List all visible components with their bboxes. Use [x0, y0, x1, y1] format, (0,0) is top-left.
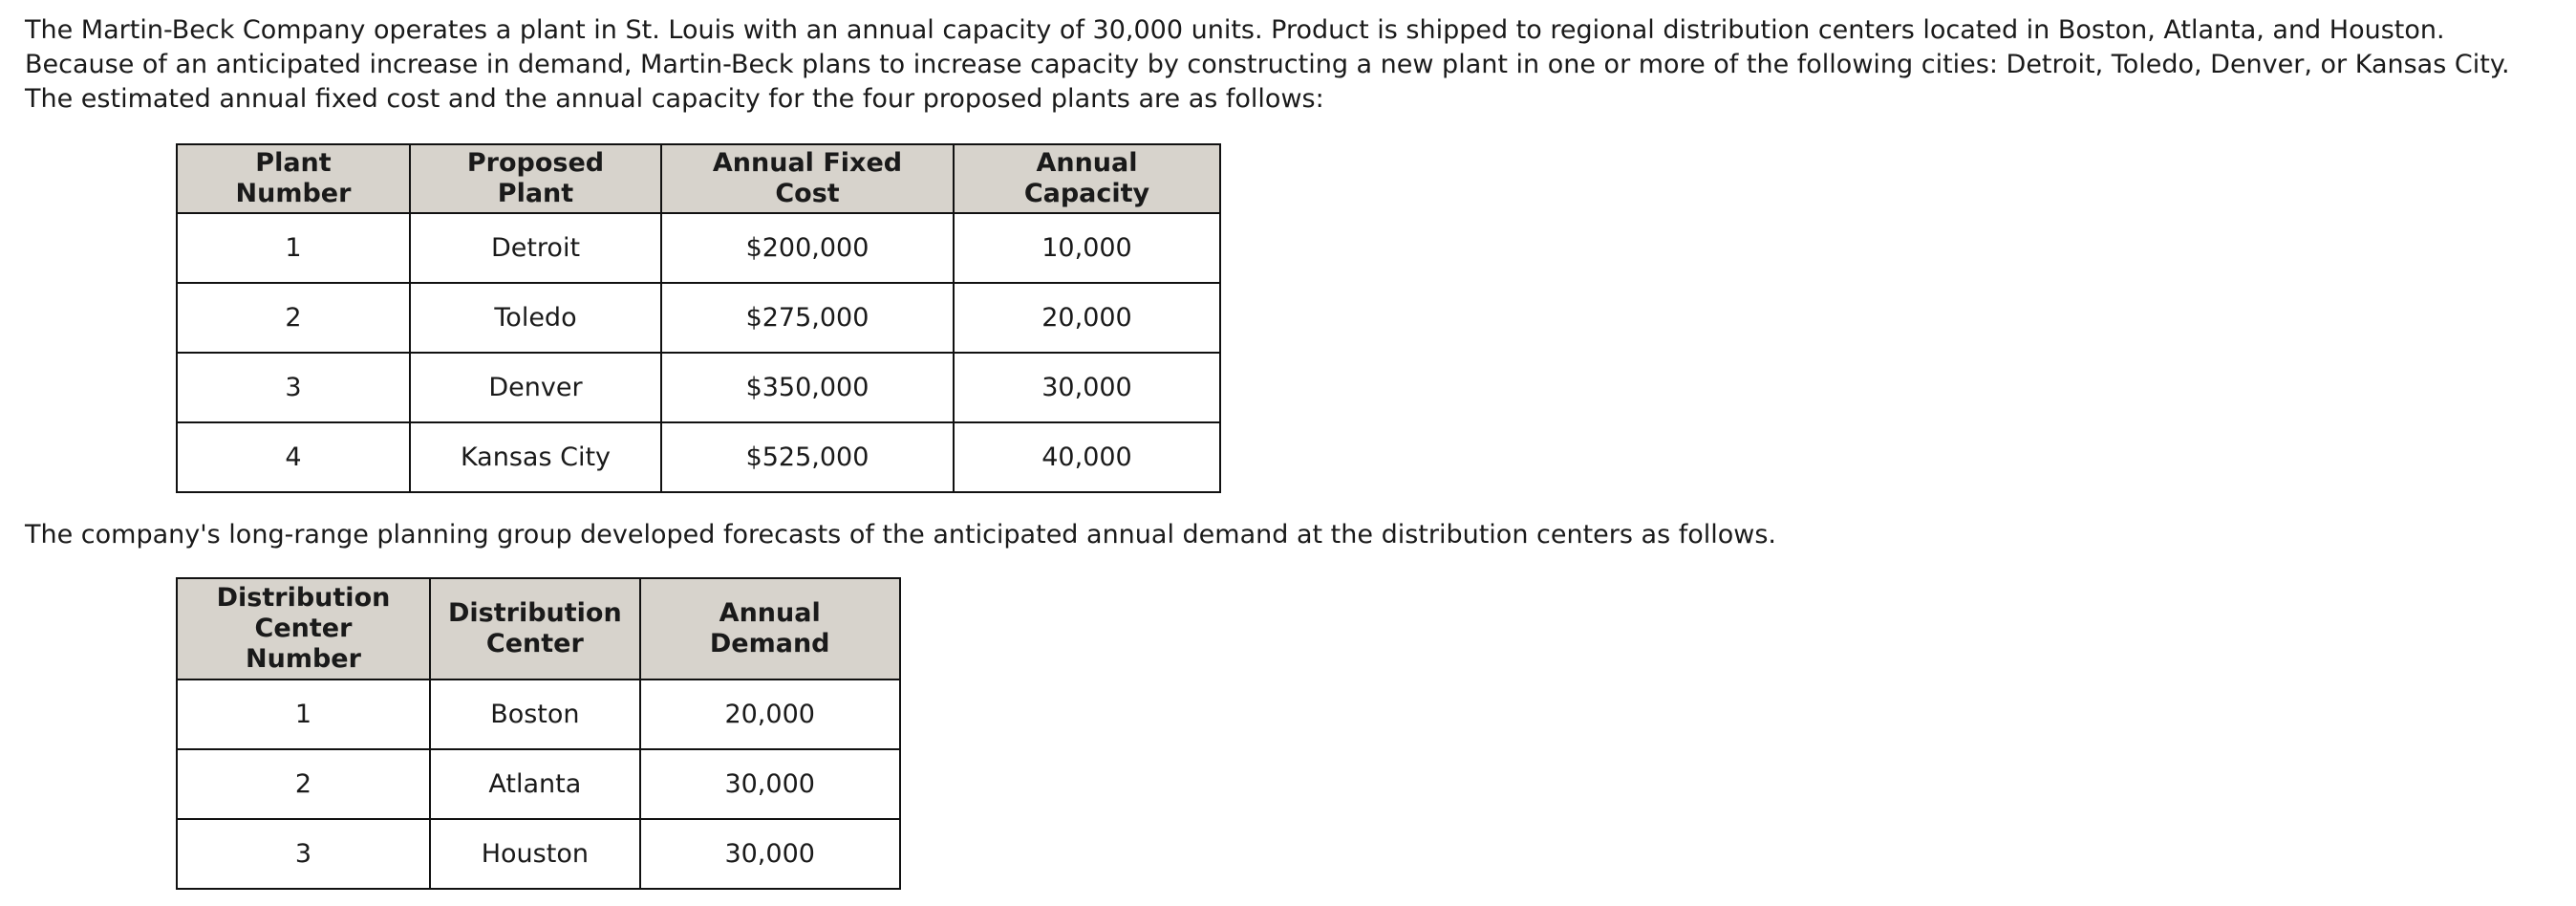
annual-capacity-cell: 30,000	[954, 353, 1220, 422]
table-row	[177, 749, 900, 819]
annual-fixed-cost-cell: $275,000	[661, 283, 954, 353]
table-row	[177, 353, 1220, 422]
proposed-plant-cell: Denver	[410, 353, 661, 422]
distribution-center-number-cell: 3	[177, 819, 430, 889]
annual-capacity-cell: 40,000	[954, 422, 1220, 492]
annual-capacity-cell: 10,000	[954, 213, 1220, 283]
table-row	[177, 213, 1220, 283]
annual-demand-cell: 30,000	[640, 819, 900, 889]
annual-fixed-cost-cell: $200,000	[661, 213, 954, 283]
distribution-centers-table	[176, 577, 901, 890]
distribution-center-number-cell: 2	[177, 749, 430, 819]
column-header-distribution-center-number: Distribution Center Number	[177, 578, 430, 680]
plant-number-cell: 3	[177, 353, 410, 422]
annual-demand-cell: 20,000	[640, 680, 900, 749]
column-header-plant-number: Plant Number	[177, 144, 410, 213]
table-row	[177, 283, 1220, 353]
column-header-annual-demand: Annual Demand	[640, 578, 900, 680]
proposed-plants-table	[176, 143, 1221, 493]
column-header-proposed-plant: Proposed Plant	[410, 144, 661, 213]
table-row	[177, 680, 900, 749]
table-header-row	[177, 578, 900, 680]
proposed-plant-cell: Toledo	[410, 283, 661, 353]
plant-number-cell: 4	[177, 422, 410, 492]
distribution-center-number-cell: 1	[177, 680, 430, 749]
demand-intro-paragraph: The company's long-range planning group developed forecasts of the anticipated annual demand at the distribution centers as follows.	[25, 520, 1777, 550]
proposed-plant-cell: Kansas City	[410, 422, 661, 492]
annual-fixed-cost-cell: $350,000	[661, 353, 954, 422]
distribution-center-cell: Atlanta	[430, 749, 640, 819]
table-row	[177, 422, 1220, 492]
table-header-row	[177, 144, 1220, 213]
column-header-annual-capacity: Annual Capacity	[954, 144, 1220, 213]
intro-paragraph: The Martin-Beck Company operates a plant in St. Louis with an annual capacity of 30,000 units. Product is shipped to regional distribution centers located in Boston, Atlanta, and Houston. Because of an anticipated increase in demand, Martin-Beck plans to increase capacity by constructing a new plant in one or more of the following cities: Detroit, Toledo, Denver, or Kansas City. The estimated annual fixed cost and the annual capacity for the four proposed plants are as follows:	[25, 15, 2510, 114]
column-header-annual-fixed-cost: Annual Fixed Cost	[661, 144, 954, 213]
annual-capacity-cell: 20,000	[954, 283, 1220, 353]
column-header-distribution-center: Distribution Center	[430, 578, 640, 680]
plant-number-cell: 1	[177, 213, 410, 283]
proposed-plant-cell: Detroit	[410, 213, 661, 283]
annual-fixed-cost-cell: $525,000	[661, 422, 954, 492]
table-row	[177, 819, 900, 889]
distribution-center-cell: Houston	[430, 819, 640, 889]
plant-number-cell: 2	[177, 283, 410, 353]
distribution-center-cell: Boston	[430, 680, 640, 749]
annual-demand-cell: 30,000	[640, 749, 900, 819]
